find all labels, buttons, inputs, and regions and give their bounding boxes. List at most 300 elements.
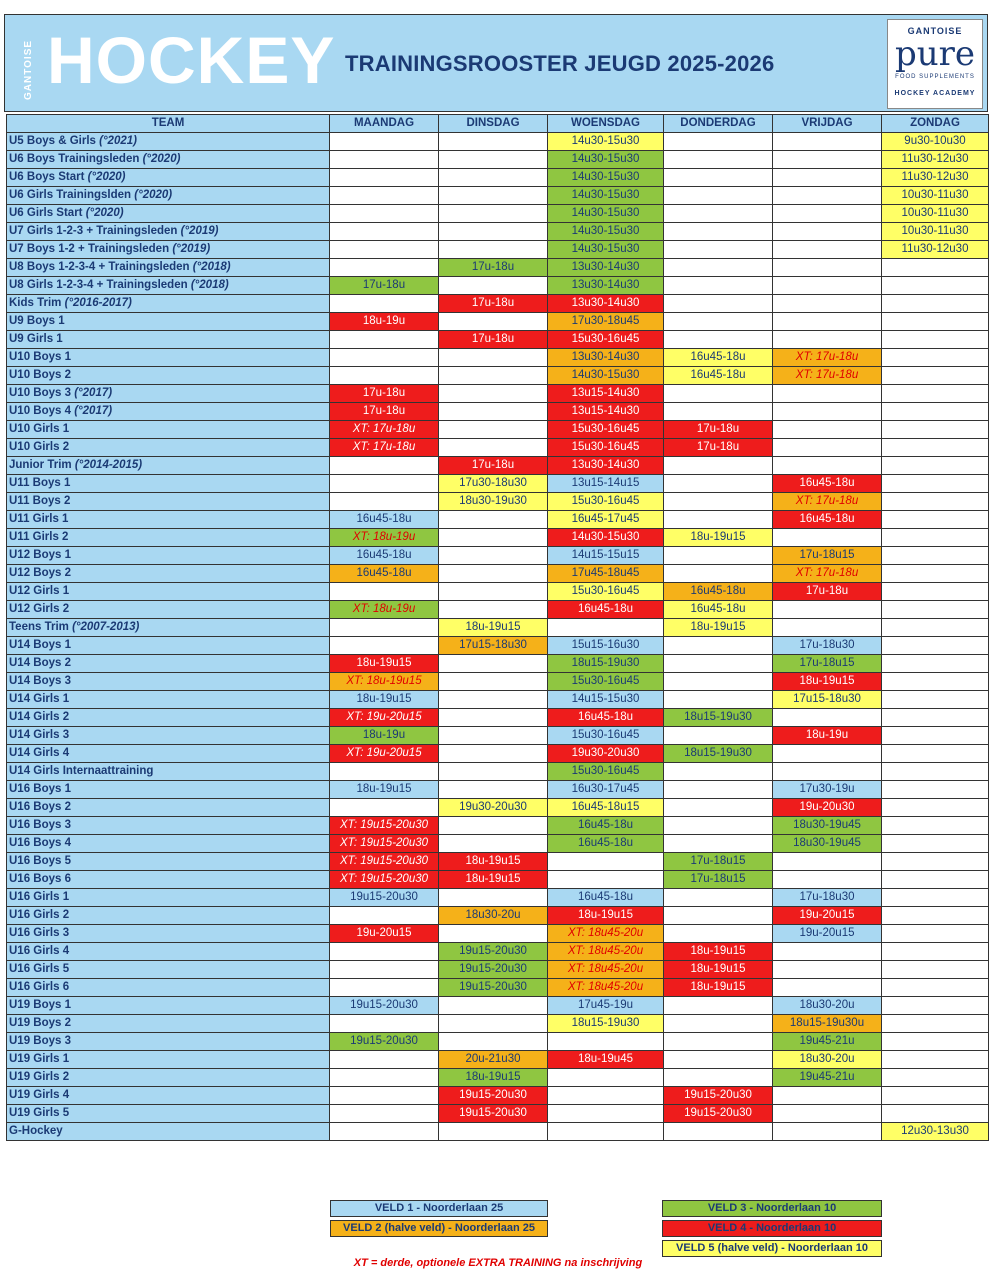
schedule-cell	[882, 673, 989, 691]
schedule-cell	[439, 547, 548, 565]
team-name: U14 Girls 1	[9, 693, 70, 705]
schedule-cell	[773, 745, 882, 763]
training-slot: 19u15-20u30	[330, 1033, 439, 1051]
schedule-cell	[773, 421, 882, 439]
schedule-cell	[664, 817, 773, 835]
schedule-cell	[773, 223, 882, 241]
schedule-cell	[664, 889, 773, 907]
training-slot: 19u15-20u30	[439, 1105, 548, 1123]
team-name-cell	[7, 439, 330, 457]
training-slot: 14u30-15u30	[548, 169, 664, 187]
schedule-cell	[773, 1105, 882, 1123]
schedule-cell	[330, 259, 439, 277]
training-slot: 15u30-16u45	[548, 421, 664, 439]
schedule-cell	[439, 133, 548, 151]
schedule-cell	[439, 565, 548, 583]
schedule-cell	[664, 547, 773, 565]
table-row	[7, 889, 989, 907]
team-name-cell	[7, 835, 330, 853]
team-birth-year: (°2017)	[74, 387, 113, 399]
schedule-cell	[330, 763, 439, 781]
schedule-cell	[882, 961, 989, 979]
table-row	[7, 799, 989, 817]
schedule-cell	[882, 1087, 989, 1105]
legend-note: XT = derde, optionele EXTRA TRAINING na inschrijving	[353, 1257, 643, 1269]
schedule-cell	[882, 1069, 989, 1087]
logo-sub-text: FOOD SUPPLEMENTS	[895, 74, 975, 80]
schedule-cell	[664, 385, 773, 403]
training-slot: 16u45-18u	[548, 709, 664, 727]
table-row	[7, 133, 989, 151]
team-name-cell	[7, 1087, 330, 1105]
training-slot: 18u30-20u	[439, 907, 548, 925]
column-header-team: TEAM	[7, 115, 330, 133]
table-row	[7, 961, 989, 979]
table-row	[7, 655, 989, 673]
column-header-dinsdag: DINSDAG	[439, 115, 548, 133]
table-row	[7, 295, 989, 313]
training-slot: 17u-18u	[330, 277, 439, 295]
schedule-cell	[664, 925, 773, 943]
training-slot: 16u45-18u	[330, 565, 439, 583]
team-name: U12 Girls 2	[9, 603, 70, 615]
schedule-cell	[664, 241, 773, 259]
legend-item-veld-5: VELD 5 (halve veld) - Noorderlaan 10	[662, 1240, 882, 1257]
team-name-cell	[7, 907, 330, 925]
schedule-cell	[439, 817, 548, 835]
legend-item-veld-2: VELD 2 (halve veld) - Noorderlaan 25	[330, 1220, 548, 1237]
team-name: U16 Boys 4	[9, 837, 72, 849]
table-row	[7, 331, 989, 349]
schedule-cell	[439, 169, 548, 187]
team-name-cell	[7, 601, 330, 619]
schedule-cell	[548, 1105, 664, 1123]
team-name-cell	[7, 925, 330, 943]
team-name-cell	[7, 277, 330, 295]
training-slot: 15u30-16u45	[548, 493, 664, 511]
team-name-cell	[7, 547, 330, 565]
training-slot: 19u15-20u30	[664, 1087, 773, 1105]
schedule-cell	[439, 277, 548, 295]
schedule-cell	[664, 565, 773, 583]
team-name: U10 Boys 4	[9, 405, 72, 417]
team-name-cell	[7, 763, 330, 781]
training-slot: 18u-19u15	[330, 781, 439, 799]
schedule-cell	[330, 367, 439, 385]
page-title: TRAININGSROOSTER JEUGD 2025-2026	[345, 51, 775, 76]
training-slot: XT: 19u-20u15	[330, 709, 439, 727]
training-slot: 15u15-16u30	[548, 637, 664, 655]
training-slot: XT: 17u-18u	[773, 349, 882, 367]
training-slot: 17u-18u	[439, 457, 548, 475]
team-birth-year: (°2020)	[85, 207, 124, 219]
schedule-cell	[439, 781, 548, 799]
training-slot: 16u45-18u	[664, 601, 773, 619]
team-name-cell	[7, 223, 330, 241]
schedule-cell	[439, 727, 548, 745]
table-row	[7, 997, 989, 1015]
table-row	[7, 727, 989, 745]
schedule-cell	[882, 475, 989, 493]
training-slot: XT: 17u-18u	[330, 421, 439, 439]
brand-logo-text: HOCKEY	[47, 23, 336, 97]
table-row	[7, 925, 989, 943]
training-slot: 18u30-20u	[773, 1051, 882, 1069]
team-name-cell	[7, 241, 330, 259]
schedule-cell	[773, 601, 882, 619]
schedule-cell	[664, 259, 773, 277]
schedule-cell	[882, 763, 989, 781]
schedule-cell	[664, 475, 773, 493]
schedule-cell	[664, 331, 773, 349]
schedule-cell	[548, 1123, 664, 1141]
training-slot: 18u-19u15	[664, 529, 773, 547]
table-row	[7, 817, 989, 835]
team-name: U16 Boys 1	[9, 783, 72, 795]
schedule-cell	[882, 1015, 989, 1033]
team-birth-year: (°2019)	[180, 225, 219, 237]
training-slot: XT: 19u15-20u30	[330, 871, 439, 889]
table-row	[7, 313, 989, 331]
team-name: U16 Boys 6	[9, 873, 72, 885]
schedule-cell	[882, 619, 989, 637]
team-name-cell	[7, 169, 330, 187]
schedule-cell	[882, 943, 989, 961]
schedule-cell	[330, 1087, 439, 1105]
training-slot: 19u30-20u30	[548, 745, 664, 763]
table-row	[7, 223, 989, 241]
table-row	[7, 745, 989, 763]
column-header-zondag: ZONDAG	[882, 115, 989, 133]
training-slot: XT: 17u-18u	[330, 439, 439, 457]
column-header-donderdag: DONDERDAG	[664, 115, 773, 133]
schedule-cell	[882, 493, 989, 511]
training-slot: 16u45-18u15	[548, 799, 664, 817]
schedule-cell	[664, 673, 773, 691]
team-name-cell	[7, 331, 330, 349]
training-slot: 19u-20u15	[330, 925, 439, 943]
team-name: U14 Girls 4	[9, 747, 70, 759]
training-slot: 17u30-18u30	[439, 475, 548, 493]
schedule-cell	[773, 385, 882, 403]
schedule-cell	[664, 907, 773, 925]
training-slot: 19u15-20u30	[664, 1105, 773, 1123]
team-name: U19 Girls 1	[9, 1053, 70, 1065]
schedule-cell	[330, 979, 439, 997]
table-row	[7, 763, 989, 781]
training-slot: 19u-20u15	[773, 907, 882, 925]
team-name: U8 Girls 1-2-3-4 + Trainingsleden	[9, 279, 188, 291]
team-name: U19 Boys 1	[9, 999, 72, 1011]
training-slot: 19u45-21u	[773, 1033, 882, 1051]
training-slot: 13u30-14u30	[548, 457, 664, 475]
training-slot: 14u15-15u15	[548, 547, 664, 565]
team-birth-year: (°2019)	[172, 243, 211, 255]
schedule-cell	[439, 1015, 548, 1033]
training-slot: 18u-19u15	[664, 961, 773, 979]
schedule-cell	[882, 799, 989, 817]
table-row	[7, 1123, 989, 1141]
training-slot: 12u30-13u30	[882, 1123, 989, 1141]
schedule-cell	[330, 241, 439, 259]
team-name-cell	[7, 871, 330, 889]
training-slot: 18u-19u	[330, 313, 439, 331]
team-name-cell	[7, 475, 330, 493]
training-slot: XT: 18u-19u	[330, 529, 439, 547]
schedule-cell	[439, 583, 548, 601]
schedule-cell	[330, 799, 439, 817]
team-name-cell	[7, 421, 330, 439]
team-name-cell	[7, 1015, 330, 1033]
team-name-cell	[7, 565, 330, 583]
table-row	[7, 1051, 989, 1069]
schedule-cell	[330, 493, 439, 511]
table-row	[7, 565, 989, 583]
training-slot: 13u15-14u15	[548, 475, 664, 493]
team-name-cell	[7, 817, 330, 835]
team-name: U6 Girls Trainingslden	[9, 189, 132, 201]
team-name-cell	[7, 1069, 330, 1087]
schedule-cell	[330, 907, 439, 925]
team-name-cell	[7, 313, 330, 331]
table-row	[7, 979, 989, 997]
schedule-cell	[882, 1033, 989, 1051]
training-slot: 11u30-12u30	[882, 241, 989, 259]
team-birth-year: (°2007-2013)	[72, 621, 140, 633]
schedule-cell	[882, 871, 989, 889]
training-slot: XT: 18u45-20u	[548, 979, 664, 997]
team-name: U10 Boys 2	[9, 369, 72, 381]
team-name: U16 Boys 3	[9, 819, 72, 831]
training-slot: 16u45-18u	[548, 835, 664, 853]
schedule-cell	[773, 151, 882, 169]
schedule-cell	[664, 169, 773, 187]
schedule-cell	[664, 1015, 773, 1033]
team-name-cell	[7, 187, 330, 205]
team-birth-year: (°2020)	[87, 171, 126, 183]
training-slot: 18u-19u15	[548, 907, 664, 925]
schedule-cell	[882, 727, 989, 745]
training-slot: 14u30-15u30	[548, 187, 664, 205]
team-name: U19 Girls 2	[9, 1071, 70, 1083]
training-slot: 17u-18u	[664, 439, 773, 457]
schedule-cell	[882, 691, 989, 709]
team-name-cell	[7, 673, 330, 691]
training-slot: 18u15-19u30	[664, 709, 773, 727]
schedule-cell	[664, 835, 773, 853]
schedule-cell	[773, 259, 882, 277]
training-slot: 19u15-20u30	[439, 1087, 548, 1105]
training-slot: 18u30-19u45	[773, 817, 882, 835]
training-schedule-table	[6, 114, 989, 1141]
training-slot: 15u30-16u45	[548, 727, 664, 745]
schedule-cell	[882, 529, 989, 547]
training-slot: 16u45-18u	[548, 889, 664, 907]
schedule-cell	[773, 763, 882, 781]
table-row	[7, 1069, 989, 1087]
training-slot: XT: 18u45-20u	[548, 943, 664, 961]
schedule-cell	[773, 187, 882, 205]
schedule-cell	[882, 601, 989, 619]
schedule-cell	[664, 1123, 773, 1141]
team-name-cell	[7, 529, 330, 547]
schedule-cell	[882, 907, 989, 925]
schedule-cell	[330, 961, 439, 979]
schedule-cell	[882, 439, 989, 457]
training-slot: XT: 19u15-20u30	[330, 853, 439, 871]
schedule-cell	[882, 349, 989, 367]
team-name: U16 Boys 2	[9, 801, 72, 813]
team-name: U9 Boys 1	[9, 315, 65, 327]
schedule-cell	[773, 241, 882, 259]
team-name-cell	[7, 619, 330, 637]
schedule-cell	[439, 385, 548, 403]
team-name: U16 Girls 3	[9, 927, 70, 939]
training-slot: 16u45-17u45	[548, 511, 664, 529]
training-slot: 18u30-19u45	[773, 835, 882, 853]
schedule-cell	[439, 997, 548, 1015]
team-name-cell	[7, 1123, 330, 1141]
schedule-cell	[439, 403, 548, 421]
schedule-cell	[882, 277, 989, 295]
legend-item-veld-1: VELD 1 - Noorderlaan 25	[330, 1200, 548, 1217]
team-name-cell	[7, 1105, 330, 1123]
training-slot: 18u30-19u30	[439, 493, 548, 511]
schedule-cell	[882, 637, 989, 655]
schedule-cell	[773, 277, 882, 295]
team-name-cell	[7, 493, 330, 511]
training-slot: 19u15-20u30	[439, 961, 548, 979]
training-slot: XT: 18u45-20u	[548, 961, 664, 979]
training-slot: 18u15-19u30	[548, 1015, 664, 1033]
team-name: U12 Boys 1	[9, 549, 72, 561]
training-slot: 16u45-18u	[330, 547, 439, 565]
schedule-cell	[773, 331, 882, 349]
schedule-cell	[773, 853, 882, 871]
schedule-cell	[439, 1033, 548, 1051]
schedule-cell	[773, 1123, 882, 1141]
schedule-cell	[439, 763, 548, 781]
schedule-cell	[773, 133, 882, 151]
team-name-cell	[7, 1033, 330, 1051]
schedule-cell	[882, 997, 989, 1015]
schedule-cell	[439, 1123, 548, 1141]
table-row	[7, 187, 989, 205]
schedule-cell	[330, 619, 439, 637]
table-row	[7, 1105, 989, 1123]
training-slot: 17u-18u	[439, 295, 548, 313]
schedule-cell	[773, 169, 882, 187]
table-row	[7, 637, 989, 655]
training-slot: 17u-18u15	[773, 547, 882, 565]
table-row	[7, 835, 989, 853]
table-row	[7, 691, 989, 709]
schedule-cell	[330, 133, 439, 151]
schedule-cell	[548, 871, 664, 889]
team-birth-year: (°2018)	[192, 261, 231, 273]
schedule-cell	[439, 313, 548, 331]
schedule-cell	[882, 979, 989, 997]
schedule-cell	[882, 583, 989, 601]
team-name: U19 Boys 2	[9, 1017, 72, 1029]
schedule-cell	[439, 709, 548, 727]
team-name-cell	[7, 457, 330, 475]
team-name-cell	[7, 385, 330, 403]
team-name-cell	[7, 943, 330, 961]
team-name-cell	[7, 745, 330, 763]
team-name-cell	[7, 133, 330, 151]
team-name: U11 Boys 1	[9, 477, 71, 489]
table-row	[7, 1033, 989, 1051]
schedule-cell	[664, 763, 773, 781]
pure-hockey-academy-logo	[887, 19, 983, 109]
training-slot: 17u-18u15	[664, 853, 773, 871]
schedule-cell	[548, 1069, 664, 1087]
schedule-cell	[664, 1051, 773, 1069]
team-name-cell	[7, 205, 330, 223]
table-row	[7, 421, 989, 439]
team-name-cell	[7, 853, 330, 871]
team-name-cell	[7, 259, 330, 277]
table-row	[7, 907, 989, 925]
table-row	[7, 403, 989, 421]
team-birth-year: (°2020)	[134, 189, 173, 201]
schedule-cell	[439, 601, 548, 619]
table-row	[7, 493, 989, 511]
team-name: U11 Girls 2	[9, 531, 69, 543]
table-row	[7, 169, 989, 187]
team-name-cell	[7, 691, 330, 709]
schedule-cell	[664, 205, 773, 223]
training-slot: 14u30-15u30	[548, 223, 664, 241]
header-banner	[4, 14, 988, 112]
team-birth-year: (°2018)	[190, 279, 229, 291]
training-slot: 14u30-15u30	[548, 133, 664, 151]
team-name: U14 Boys 3	[9, 675, 72, 687]
table-row	[7, 673, 989, 691]
table-body	[7, 133, 989, 1141]
team-name: U6 Girls Start	[9, 207, 83, 219]
schedule-cell	[882, 709, 989, 727]
schedule-cell	[330, 295, 439, 313]
table-row	[7, 349, 989, 367]
schedule-cell	[882, 781, 989, 799]
table-row	[7, 601, 989, 619]
team-name-cell	[7, 295, 330, 313]
training-slot: 13u15-14u30	[548, 385, 664, 403]
column-header-woensdag: WOENSDAG	[548, 115, 664, 133]
team-name: Teens Trim	[9, 621, 69, 633]
schedule-cell	[548, 1087, 664, 1105]
schedule-cell	[664, 691, 773, 709]
schedule-cell	[773, 529, 882, 547]
training-slot: 13u15-14u30	[548, 403, 664, 421]
training-slot: XT: 17u-18u	[773, 493, 882, 511]
schedule-cell	[330, 1123, 439, 1141]
training-slot: XT: 19u15-20u30	[330, 835, 439, 853]
table-row	[7, 1015, 989, 1033]
brand-small-text: GANTOISE	[23, 39, 34, 100]
schedule-cell	[664, 151, 773, 169]
schedule-cell	[330, 1051, 439, 1069]
schedule-cell	[439, 205, 548, 223]
schedule-cell	[773, 313, 882, 331]
schedule-cell	[882, 745, 989, 763]
team-birth-year: (°2021)	[99, 135, 137, 147]
schedule-cell	[439, 187, 548, 205]
training-slot: 18u-19u15	[439, 619, 548, 637]
team-name: U10 Girls 1	[9, 423, 70, 435]
